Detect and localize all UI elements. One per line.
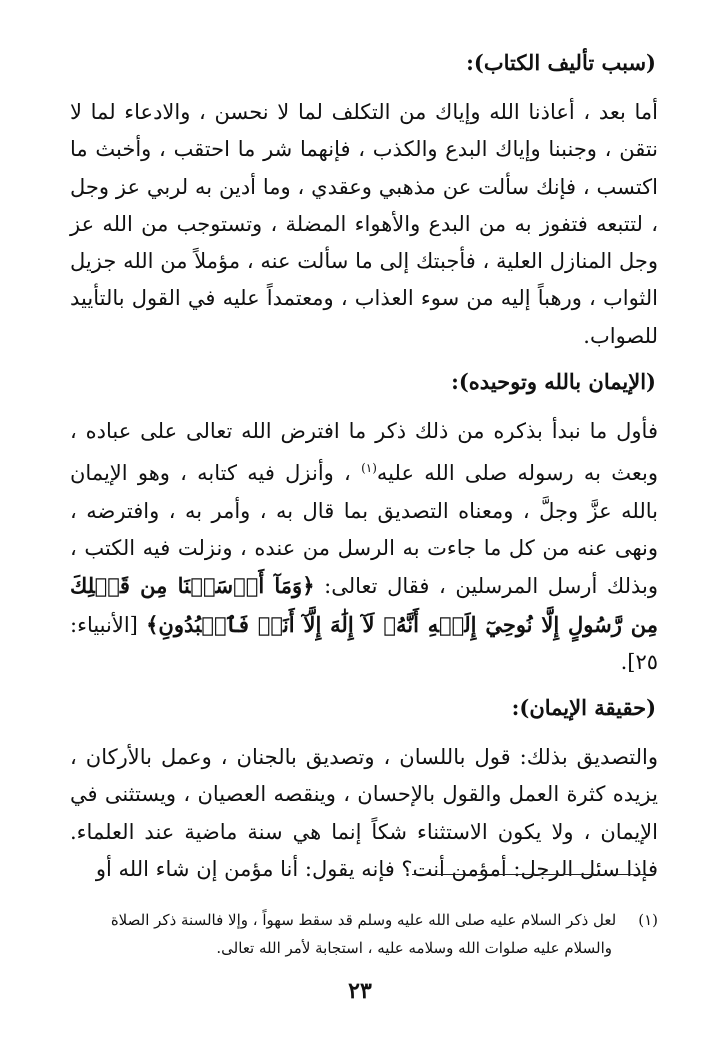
verse-citation: [الأنبياء: ٢٥]. [70, 612, 658, 674]
paragraph-book-reason: أما بعد ، أعاذنا الله وإياك من التكلف لما لا نحسن ، والادعاء لما لا نتقن ، وجنبنا وإياك البدع والكذب ، فإنهما شر ما احتقب ، وأخبث ما اكتسب ، فإنك سألت عن مذهبي وعقدي ، وما أدين به لربي عز وجل ، لتتبعه فتفوز به من البدع والأهواء المضلة ، وتستوجب من الله عز وجل المنازل العلية ، فأجبتك إلى ما سألت عنه ، مؤملاً من الله جزيل الثواب ، ورهباً إليه من سوء العذاب ، ومعتمداً عليه في القول بالتأييد للصواب. [70, 100, 658, 348]
footnote-line-2: والسلام عليه صلوات الله وسلامه عليه ، استجابة لأمر الله تعالى. [216, 939, 612, 957]
footnote-separator [412, 874, 654, 875]
quran-verse: ﴿وَمَآ أَرۡسَلۡنَا مِن قَبۡلِكَ مِن رَّسُولٍ إِلَّا نُوحِيٓ إِلَيۡهِ أَنَّهُۥ لَآ إِلَٰهَ إِلَّآ أَنَا۠ فَٱعۡبُدُونِ﴾ [70, 573, 658, 637]
section-heading-book-reason: (سبب تأليف الكتاب): [466, 50, 656, 75]
paragraph-text-before-ref: فأول ما نبدأ بذكره من ذلك ذكر ما افترض الله تعالى على عباده ، وبعث به رسوله صلى الله عليه [70, 419, 658, 486]
paragraph-faith-in-god [70, 413, 658, 681]
paragraph-text-after-ref: ، وأنزل فيه كتابه ، وهو الإيمان بالله عزَّ وجلَّ ، ومعناه التصديق بما قال به ، وأمر به ، وافترضه ، ونهى عنه من كل ما جاءت به الرسل من عنده ، ونزلت فيه الكتب ، وبذلك أرسل المرسلين ، فقال تعالى: [70, 461, 658, 599]
footnote-reference[interactable]: (١) [361, 461, 377, 476]
paragraph-faith-reality: والتصديق بذلك: قول باللسان ، وتصديق بالجنان ، وعمل بالأركان ، يزيده كثرة العمل والقول بالإحسان ، وينقصه العصيان ، ويستثنى في الإيمان ، ولا يكون الاستثناء شكاً إنما هي سنة ماضية عند العلماء. فإذا سئل الرجل: أمؤمن أنت؟ فإنه يقول: أنا مؤمن إن شاء الله أو [70, 745, 658, 882]
footnote-number: (١) [638, 911, 658, 929]
section-heading-faith-in-god: (الإيمان بالله وتوحيده): [451, 369, 656, 395]
footnote [70, 906, 658, 962]
footnote-line-1: لعل ذكر السلام عليه صلى الله عليه وسلم قد سقط سهواً ، وإلا فالسنة ذكر الصلاة [110, 911, 617, 929]
page-number: ٢٣ [348, 978, 372, 1004]
section-heading-faith-reality: (حقيقة الإيمان): [511, 695, 656, 721]
